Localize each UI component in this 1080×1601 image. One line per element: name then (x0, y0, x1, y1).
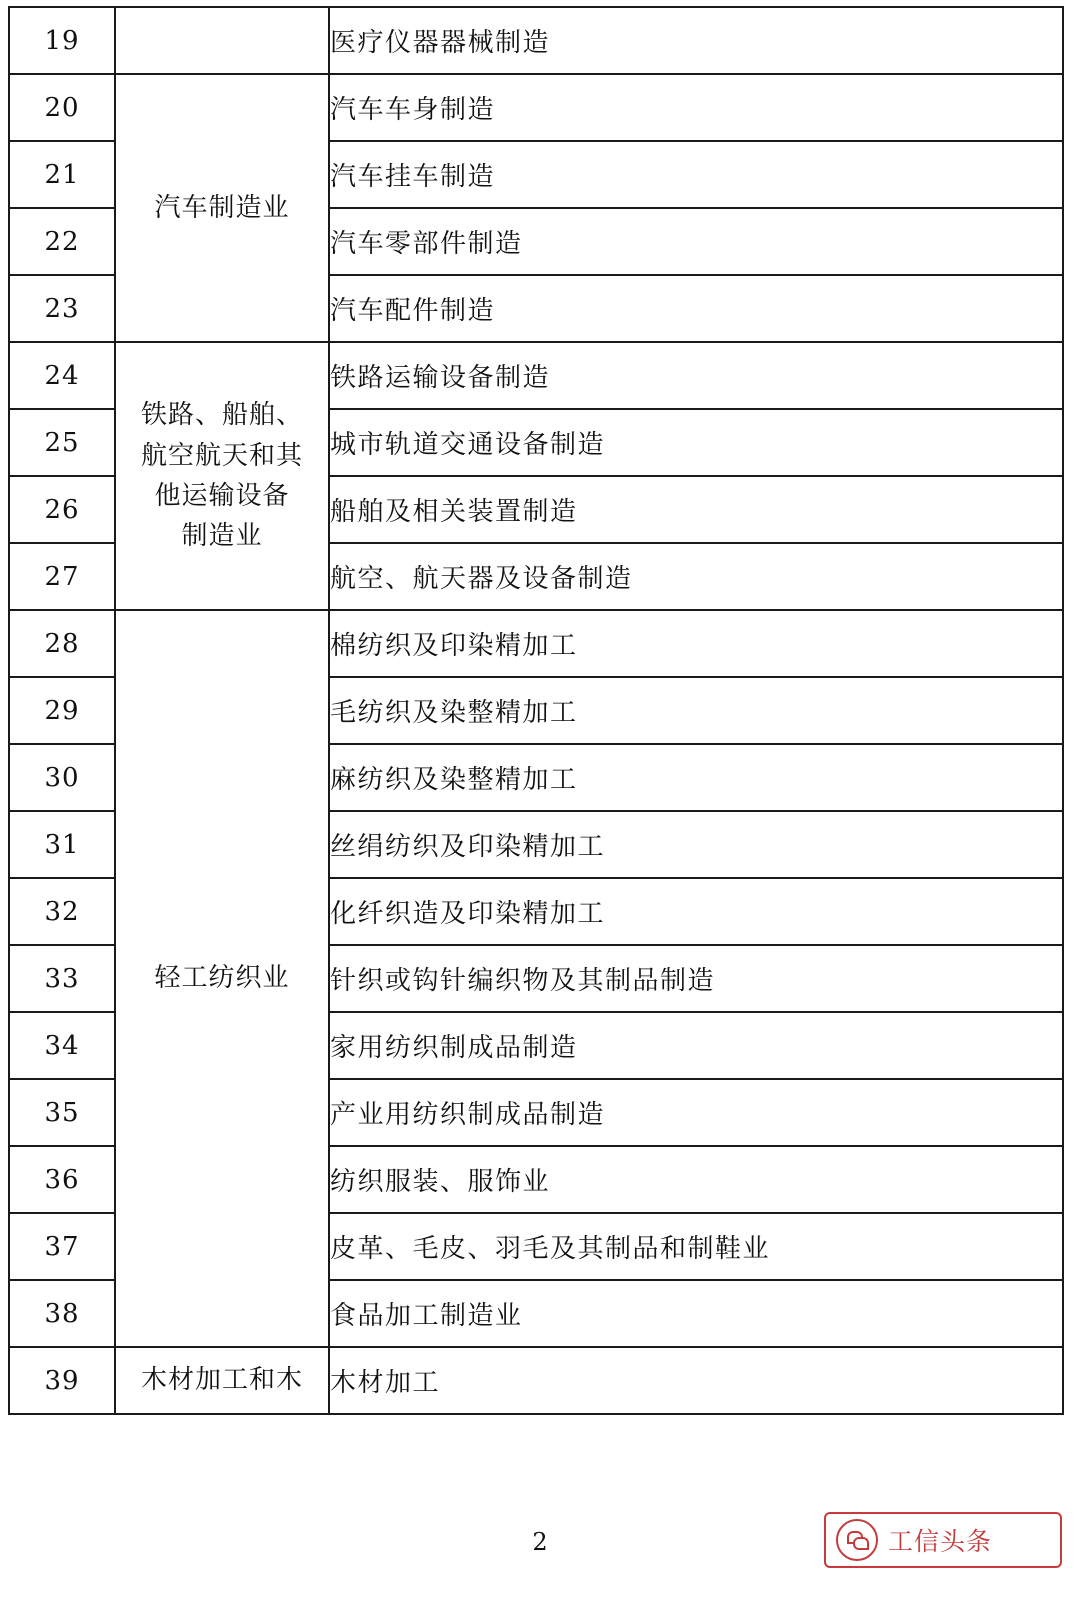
row-number-cell: 24 (9, 342, 115, 409)
item-name-cell: 汽车挂车制造 (329, 141, 1063, 208)
industry-category-table (8, 6, 1064, 1415)
item-name-cell: 纺织服装、服饰业 (329, 1146, 1063, 1213)
table-row (9, 342, 1063, 409)
item-name-cell: 城市轨道交通设备制造 (329, 409, 1063, 476)
row-number-cell: 36 (9, 1146, 115, 1213)
item-name-cell: 木材加工 (329, 1347, 1063, 1414)
row-number-cell: 23 (9, 275, 115, 342)
item-name-cell: 产业用纺织制成品制造 (329, 1079, 1063, 1146)
row-number-cell: 26 (9, 476, 115, 543)
category-cell-transport-equipment (115, 342, 329, 610)
row-number-cell: 29 (9, 677, 115, 744)
table-row (9, 1347, 1063, 1414)
row-number-cell: 25 (9, 409, 115, 476)
item-name-cell: 皮革、毛皮、羽毛及其制品和制鞋业 (329, 1213, 1063, 1280)
row-number-cell: 38 (9, 1280, 115, 1347)
category-line: 航空航天和其 (140, 440, 303, 471)
item-name-cell: 毛纺织及染整精加工 (329, 677, 1063, 744)
row-number-cell: 35 (9, 1079, 115, 1146)
item-name-cell: 汽车零部件制造 (329, 208, 1063, 275)
item-name-cell: 铁路运输设备制造 (329, 342, 1063, 409)
row-number-cell: 28 (9, 610, 115, 677)
item-name-cell: 汽车车身制造 (329, 74, 1063, 141)
table-row (9, 610, 1063, 677)
category-cell-wood-processing: 木材加工和木 (115, 1347, 329, 1414)
row-number-cell: 33 (9, 945, 115, 1012)
row-number-cell: 27 (9, 543, 115, 610)
item-name-cell: 棉纺织及印染精加工 (329, 610, 1063, 677)
item-name-cell: 麻纺织及染整精加工 (329, 744, 1063, 811)
item-name-cell: 船舶及相关装置制造 (329, 476, 1063, 543)
watermark-label: 工信头条 (888, 1527, 993, 1556)
category-line: 他运输设备 (154, 481, 290, 511)
row-number-cell: 21 (9, 141, 115, 208)
watermark-badge (824, 1512, 1062, 1568)
item-name-cell: 航空、航天器及设备制造 (329, 543, 1063, 610)
row-number-cell: 22 (9, 208, 115, 275)
chat-bubbles-icon (836, 1519, 878, 1561)
row-number-cell: 20 (9, 74, 115, 141)
row-number-cell: 39 (9, 1347, 115, 1414)
page-number: 2 (532, 1528, 548, 1556)
item-name-cell: 化纤织造及印染精加工 (329, 878, 1063, 945)
item-name-cell: 食品加工制造业 (329, 1280, 1063, 1347)
row-number-cell: 30 (9, 744, 115, 811)
item-name-cell: 丝绢纺织及印染精加工 (329, 811, 1063, 878)
item-name-cell: 针织或钩针编织物及其制品制造 (329, 945, 1063, 1012)
category-cell-empty (115, 7, 329, 74)
item-name-cell: 汽车配件制造 (329, 275, 1063, 342)
item-name-cell: 医疗仪器器械制造 (329, 7, 1063, 74)
category-line: 铁路、船舶、 (140, 400, 303, 431)
row-number-cell: 37 (9, 1213, 115, 1280)
category-line: 制造业 (181, 521, 263, 552)
category-cell-automobile: 汽车制造业 (115, 74, 329, 342)
row-number-cell: 32 (9, 878, 115, 945)
category-cell-light-textile: 轻工纺织业 (115, 610, 329, 1347)
table-row (9, 7, 1063, 74)
row-number-cell: 19 (9, 7, 115, 74)
row-number-cell: 31 (9, 811, 115, 878)
row-number-cell: 34 (9, 1012, 115, 1079)
table-row (9, 74, 1063, 141)
item-name-cell: 家用纺织制成品制造 (329, 1012, 1063, 1079)
